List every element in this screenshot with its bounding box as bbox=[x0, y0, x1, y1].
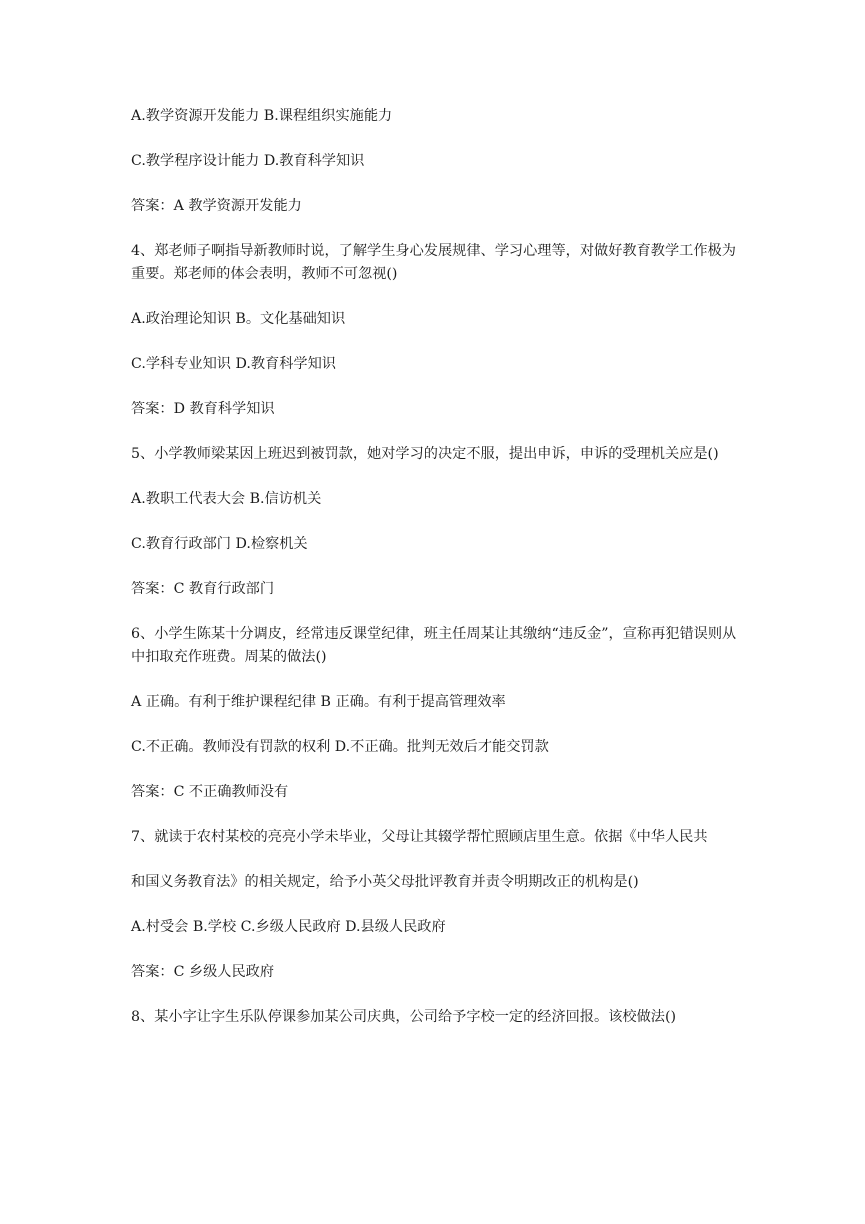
question-7-part-1: 7、就读于农村某校的亮亮小学未毕业，父母让其辍学帮忙照顾店里生意。依据《中华人民共 bbox=[131, 829, 708, 845]
option-line-a-b: A.政治理论知识 B。文化基础知识 bbox=[131, 311, 346, 327]
question-4: 4、郑老师子啊指导新教师时说，了解学生身心发展规律、学习心理等，对做好教育教学工作极为重要。郑老师的体会表明，教师不可忽视() bbox=[131, 243, 736, 282]
question-6: 6、小学生陈某十分调皮，经常违反课堂纪律，班主任周某让其缴纳“违反金”，宣称再犯错误则从中扣取充作班费。周某的做法() bbox=[131, 626, 737, 665]
answer-line: 答案：C 教育行政部门 bbox=[131, 581, 275, 597]
answer-line: 答案：A 教学资源开发能力 bbox=[131, 198, 302, 214]
answer-line: 答案：C 不正确教师没有 bbox=[131, 784, 289, 800]
option-line-a-b: A.教职工代表大会 B.信访机关 bbox=[131, 491, 322, 507]
option-line-c-d: C.学科专业知识 D.教育科学知识 bbox=[131, 356, 336, 372]
answer-line: 答案：C 乡级人民政府 bbox=[131, 964, 275, 980]
question-7-part-2: 和国义务教育法》的相关规定，给予小英父母批评教育并责令明期改正的机构是() bbox=[131, 874, 639, 890]
question-8: 8、某小字让字生乐队停课参加某公司庆典，公司给予字校一定的经济回报。该校做法() bbox=[131, 1009, 677, 1025]
option-line-c-d: C.不正确。教师没有罚款的权利 D.不正确。批判无效后才能交罚款 bbox=[131, 739, 549, 755]
option-line-c-d: C.教学程序设计能力 D.教育科学知识 bbox=[131, 153, 365, 169]
answer-line: 答案：D 教育科学知识 bbox=[131, 401, 275, 417]
question-5: 5、小学教师梁某因上班迟到被罚款，她对学习的决定不服，提出申诉，申诉的受理机关应是() bbox=[131, 446, 719, 462]
options-line: A.村受会 B.学校 C.乡级人民政府 D.县级人民政府 bbox=[131, 919, 446, 935]
option-line-a-b: A.教学资源开发能力 B.课程组织实施能力 bbox=[131, 108, 393, 124]
document-page bbox=[131, 105, 741, 1029]
option-line-c-d: C.教育行政部门 D.检察机关 bbox=[131, 536, 308, 552]
option-line-a-b: A 正确。有利于维护课程纪律 B 正确。有利于提高管理效率 bbox=[131, 694, 506, 710]
